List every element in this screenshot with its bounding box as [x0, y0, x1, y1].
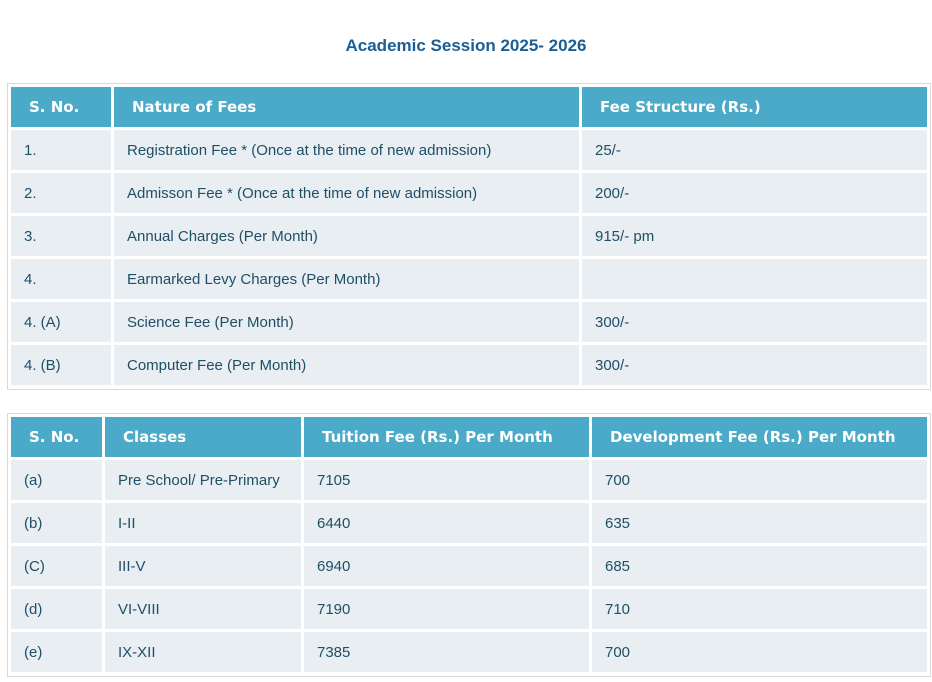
table-row — [11, 216, 927, 256]
cell-s-no: (a) — [11, 460, 102, 500]
cell-nature: Admisson Fee * (Once at the time of new admission) — [114, 173, 579, 213]
cell-development: 635 — [592, 503, 927, 543]
cell-s-no: (b) — [11, 503, 102, 543]
cell-nature: Annual Charges (Per Month) — [114, 216, 579, 256]
page-title: Academic Session 2025- 2026 — [345, 36, 587, 55]
cell-class: I-II — [105, 503, 301, 543]
cell-class: IX-XII — [105, 632, 301, 672]
cell-development: 700 — [592, 632, 927, 672]
cell-nature: Science Fee (Per Month) — [114, 302, 579, 342]
cell-s-no: (d) — [11, 589, 102, 629]
cell-development: 700 — [592, 460, 927, 500]
cell-tuition: 7385 — [304, 632, 589, 672]
cell-nature: Computer Fee (Per Month) — [114, 345, 579, 385]
class-fee-table-container — [7, 413, 931, 677]
cell-tuition: 6940 — [304, 546, 589, 586]
cell-nature: Registration Fee * (Once at the time of new admission) — [114, 130, 579, 170]
header-tuition-fee: Tuition Fee (Rs.) Per Month — [304, 417, 589, 457]
table-row — [11, 546, 927, 586]
cell-tuition: 6440 — [304, 503, 589, 543]
table-row — [11, 503, 927, 543]
header-development-fee: Development Fee (Rs.) Per Month — [592, 417, 927, 457]
cell-s-no: 3. — [11, 216, 111, 256]
cell-s-no: 2. — [11, 173, 111, 213]
table-row — [11, 259, 927, 299]
fee-nature-table-container — [7, 83, 931, 390]
cell-s-no: (e) — [11, 632, 102, 672]
cell-s-no: (C) — [11, 546, 102, 586]
table-header-row — [11, 417, 927, 457]
fee-nature-table — [8, 84, 930, 388]
header-s-no: S. No. — [11, 87, 111, 127]
table-row — [11, 173, 927, 213]
cell-fee: 915/- pm — [582, 216, 927, 256]
cell-fee: 300/- — [582, 302, 927, 342]
cell-s-no: 1. — [11, 130, 111, 170]
table-row — [11, 589, 927, 629]
header-s-no: S. No. — [11, 417, 102, 457]
cell-fee: 25/- — [582, 130, 927, 170]
table-row — [11, 130, 927, 170]
cell-class: Pre School/ Pre-Primary — [105, 460, 301, 500]
table-row — [11, 302, 927, 342]
cell-nature: Earmarked Levy Charges (Per Month) — [114, 259, 579, 299]
table-header-row — [11, 87, 927, 127]
cell-s-no: 4. (A) — [11, 302, 111, 342]
table-row — [11, 632, 927, 672]
header-classes: Classes — [105, 417, 301, 457]
cell-class: VI-VIII — [105, 589, 301, 629]
cell-tuition: 7190 — [304, 589, 589, 629]
class-fee-table — [8, 414, 930, 675]
cell-development: 710 — [592, 589, 927, 629]
cell-fee: 200/- — [582, 173, 927, 213]
cell-s-no: 4. — [11, 259, 111, 299]
cell-tuition: 7105 — [304, 460, 589, 500]
cell-fee — [582, 259, 927, 299]
cell-development: 685 — [592, 546, 927, 586]
header-nature-of-fees: Nature of Fees — [114, 87, 579, 127]
table-row — [11, 345, 927, 385]
cell-fee: 300/- — [582, 345, 927, 385]
header-fee-structure: Fee Structure (Rs.) — [582, 87, 927, 127]
cell-class: III-V — [105, 546, 301, 586]
cell-s-no: 4. (B) — [11, 345, 111, 385]
table-row — [11, 460, 927, 500]
